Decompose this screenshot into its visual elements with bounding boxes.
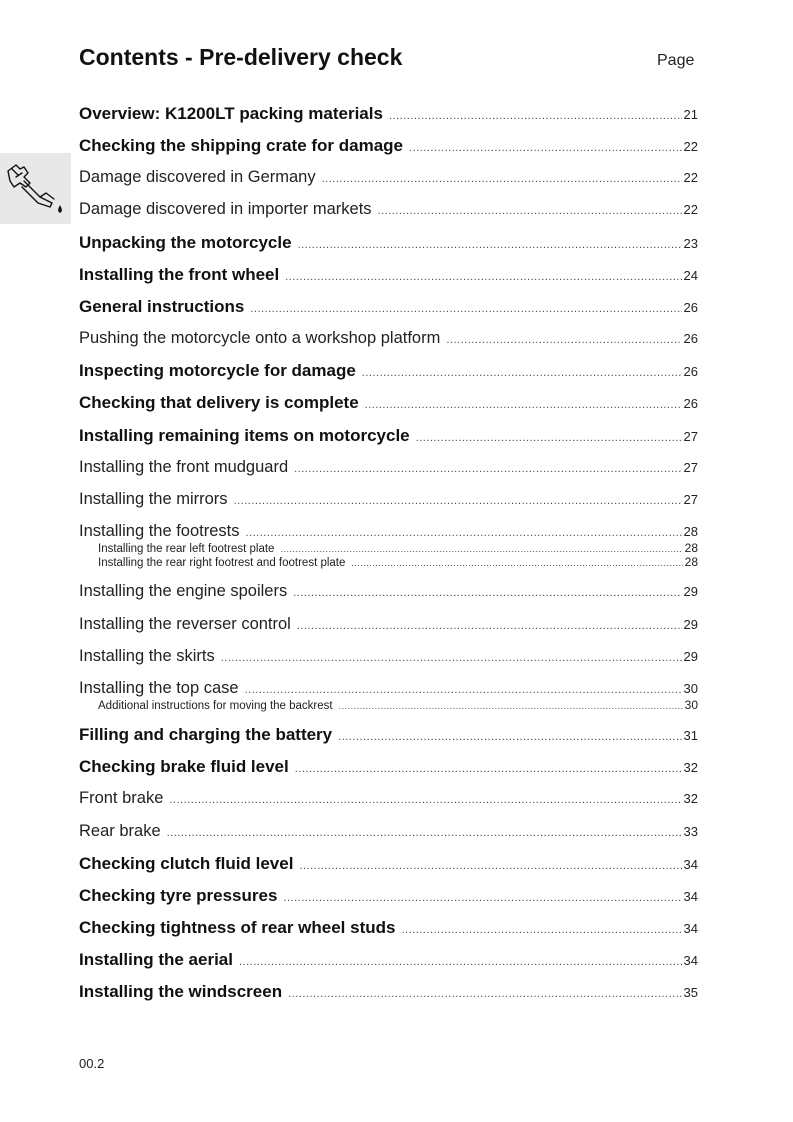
toc-entry[interactable]: Installing the windscreen ..... 35 (79, 982, 698, 1002)
toc-page-number: 30 (684, 698, 698, 712)
toc-page-number: 26 (683, 396, 698, 411)
dot-leader (298, 239, 682, 251)
toc-entry[interactable]: Pushing the motorcycle onto a workshop platform ..... 26 (79, 329, 698, 348)
dot-leader (365, 399, 682, 411)
toc-page-number: 34 (683, 953, 698, 968)
toc-entry[interactable]: Rear brake ..... 33 (79, 822, 698, 841)
hand-with-oil-can-icon (0, 153, 71, 224)
toc-entry[interactable]: Installing the skirts ..... 29 (79, 647, 698, 666)
dot-leader (322, 173, 682, 185)
toc-entry[interactable]: Installing the front mudguard ..... 27 (79, 458, 698, 477)
dot-leader (250, 303, 681, 315)
page-title: Contents - Pre-delivery check (79, 44, 403, 70)
dot-leader (362, 367, 682, 379)
page-column-label: Page (657, 52, 695, 69)
dot-leader (288, 988, 681, 1000)
dot-leader (378, 205, 682, 217)
toc-page-number: 33 (683, 824, 698, 839)
toc-entry[interactable]: Filling and charging the battery ..... 31 (79, 725, 698, 745)
dot-leader (294, 463, 681, 475)
toc-subentry[interactable]: Installing the rear right footrest and footrest plate ..... 28 (98, 555, 698, 569)
toc-page-number: 35 (683, 985, 698, 1000)
dot-leader (446, 334, 681, 346)
dot-leader (169, 794, 681, 806)
toc-entry[interactable]: Checking that delivery is complete ..... 26 (79, 393, 698, 413)
toc-entry[interactable]: Inspecting motorcycle for damage ..... 26 (79, 361, 698, 381)
toc-entry[interactable]: Installing the mirrors ..... 27 (79, 490, 698, 509)
toc-entry[interactable]: Checking clutch fluid level ..... 34 (79, 854, 698, 874)
dot-leader (280, 544, 682, 554)
dot-leader (285, 271, 681, 283)
toc-page-number: 22 (683, 170, 698, 185)
toc-entry[interactable]: Damage discovered in Germany ..... 22 (79, 168, 698, 187)
section-icon-box (0, 153, 71, 224)
toc-page-number: 29 (683, 617, 698, 632)
toc-page-number: 22 (683, 139, 698, 154)
toc-page-number: 27 (683, 460, 698, 475)
toc-page-number: 22 (683, 202, 698, 217)
toc-page-number: 34 (683, 857, 698, 872)
dot-leader (299, 860, 681, 872)
toc-entry[interactable]: Installing the reverser control ..... 29 (79, 615, 698, 634)
toc-entry[interactable]: Checking brake fluid level ..... 32 (79, 757, 698, 777)
dot-leader (283, 892, 681, 904)
toc-entry[interactable]: Checking tyre pressures ..... 34 (79, 886, 698, 906)
toc-page-number: 28 (683, 524, 698, 539)
dot-leader (234, 495, 682, 507)
toc-page-number: 29 (683, 649, 698, 664)
toc-page-number: 26 (683, 331, 698, 346)
dot-leader (295, 763, 682, 775)
toc-entry[interactable]: Front brake ..... 32 (79, 789, 698, 808)
dot-leader (351, 558, 682, 568)
toc-page-number: 34 (683, 921, 698, 936)
dot-leader (401, 924, 681, 936)
toc-entry[interactable]: Installing the top case ..... 30 (79, 679, 698, 698)
dot-leader (297, 620, 682, 632)
dot-leader (416, 432, 682, 444)
dot-leader (338, 731, 681, 743)
toc-subentry[interactable]: Additional instructions for moving the backrest ..... 30 (98, 698, 698, 712)
dot-leader (293, 587, 681, 599)
toc-entry[interactable]: Checking the shipping crate for damage ..... 22 (79, 136, 698, 156)
toc-entry[interactable]: Unpacking the motorcycle ..... 23 (79, 233, 698, 253)
toc-entry[interactable]: Installing the front wheel ..... 24 (79, 265, 698, 285)
toc-page-number: 34 (683, 889, 698, 904)
dot-leader (167, 827, 682, 839)
toc-page-number: 21 (683, 107, 698, 122)
toc-entry[interactable]: Installing the aerial ..... 34 (79, 950, 698, 970)
toc-page-number: 24 (683, 268, 698, 283)
toc-entry[interactable]: Checking tightness of rear wheel studs ..... 34 (79, 918, 698, 938)
toc-entry[interactable]: General instructions ..... 26 (79, 297, 698, 317)
toc-page-number: 27 (683, 429, 698, 444)
toc-page-number: 28 (684, 555, 698, 569)
dot-leader (246, 527, 682, 539)
toc-entry[interactable]: Installing remaining items on motorcycle ..... 27 (79, 426, 698, 446)
toc-entry[interactable]: Damage discovered in importer markets ..... 22 (79, 200, 698, 219)
toc-page-number: 29 (683, 584, 698, 599)
dot-leader (239, 956, 682, 968)
toc-subentry[interactable]: Installing the rear left footrest plate ..... 28 (98, 541, 698, 555)
dot-leader (389, 110, 682, 122)
dot-leader (221, 652, 682, 664)
toc-page-number: 28 (684, 541, 698, 555)
toc-entry[interactable]: Installing the engine spoilers ..... 29 (79, 582, 698, 601)
toc-page-number: 30 (683, 681, 698, 696)
toc-page-number: 31 (683, 728, 698, 743)
toc-page-number: 26 (683, 364, 698, 379)
toc-page-number: 32 (683, 760, 698, 775)
dot-leader (339, 701, 683, 711)
toc-entry[interactable]: Overview: K1200LT packing materials ..... 21 (79, 104, 698, 124)
dot-leader (245, 684, 682, 696)
toc-entry[interactable]: Installing the footrests ..... 28 (79, 522, 698, 541)
toc-page-number: 26 (683, 300, 698, 315)
toc-page-number: 23 (683, 236, 698, 251)
dot-leader (409, 142, 682, 154)
toc-page-number: 32 (683, 791, 698, 806)
toc-page-number: 27 (683, 492, 698, 507)
footer-page-number: 00.2 (79, 1056, 105, 1071)
